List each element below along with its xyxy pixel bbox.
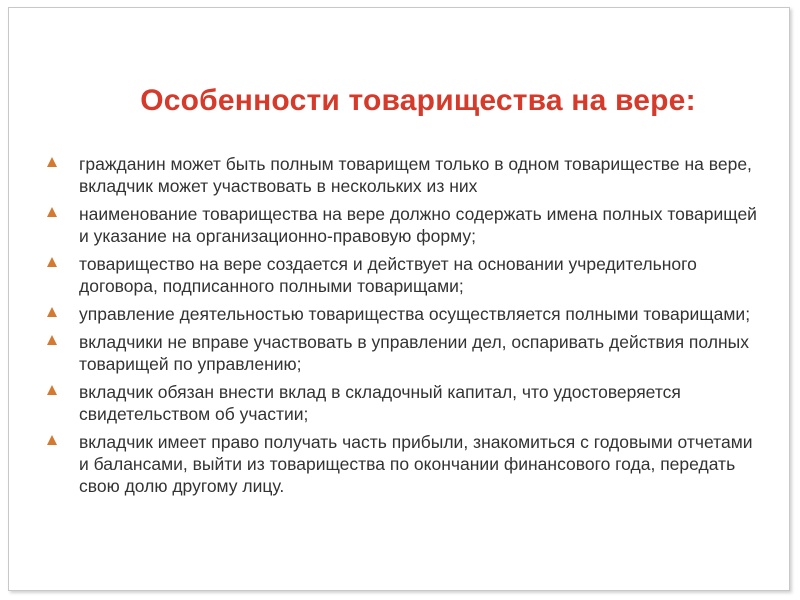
- bullet-text: управление деятельностью товарищества осуществляется полными товарищами;: [79, 304, 751, 324]
- bullet-text: товарищество на вере создается и действует на основании учредительного договора, подписанного полными товарищами;: [79, 254, 697, 296]
- bullet-text: вкладчик имеет право получать часть прибыли, знакомиться с годовыми отчетами и балансами, выйти из товарищества по окончании финансового года, передать свою долю другому лицу.: [79, 432, 753, 496]
- triangle-bullet-icon: [47, 257, 57, 267]
- bullet-item: [47, 431, 767, 497]
- bullet-text: вкладчик обязан внести вклад в складочный капитал, что удостоверяется свидетельством об участии;: [79, 382, 681, 424]
- bullet-item: [47, 331, 767, 375]
- triangle-bullet-icon: [47, 307, 57, 317]
- bullet-text: вкладчики не вправе участвовать в управлении дел, оспаривать действия полных товарищей по управлению;: [79, 332, 749, 374]
- triangle-bullet-icon: [47, 335, 57, 345]
- bullet-text: наименование товарищества на вере должно содержать имена полных товарищей и указание на организационно-правовую форму;: [79, 204, 757, 246]
- bullet-list: [47, 153, 767, 503]
- triangle-bullet-icon: [47, 157, 57, 167]
- triangle-bullet-icon: [47, 435, 57, 445]
- bullet-item: [47, 381, 767, 425]
- bullet-item: [47, 203, 767, 247]
- bullet-text: гражданин может быть полным товарищем только в одном товариществе на вере, вкладчик может участвовать в нескольких из них: [79, 154, 752, 196]
- triangle-bullet-icon: [47, 207, 57, 217]
- bullet-item: [47, 253, 767, 297]
- bullet-item: [47, 303, 767, 325]
- slide-title: Особенности товарищества на вере:: [140, 84, 696, 117]
- slide: [8, 7, 790, 591]
- bullet-item: [47, 153, 767, 197]
- triangle-bullet-icon: [47, 385, 57, 395]
